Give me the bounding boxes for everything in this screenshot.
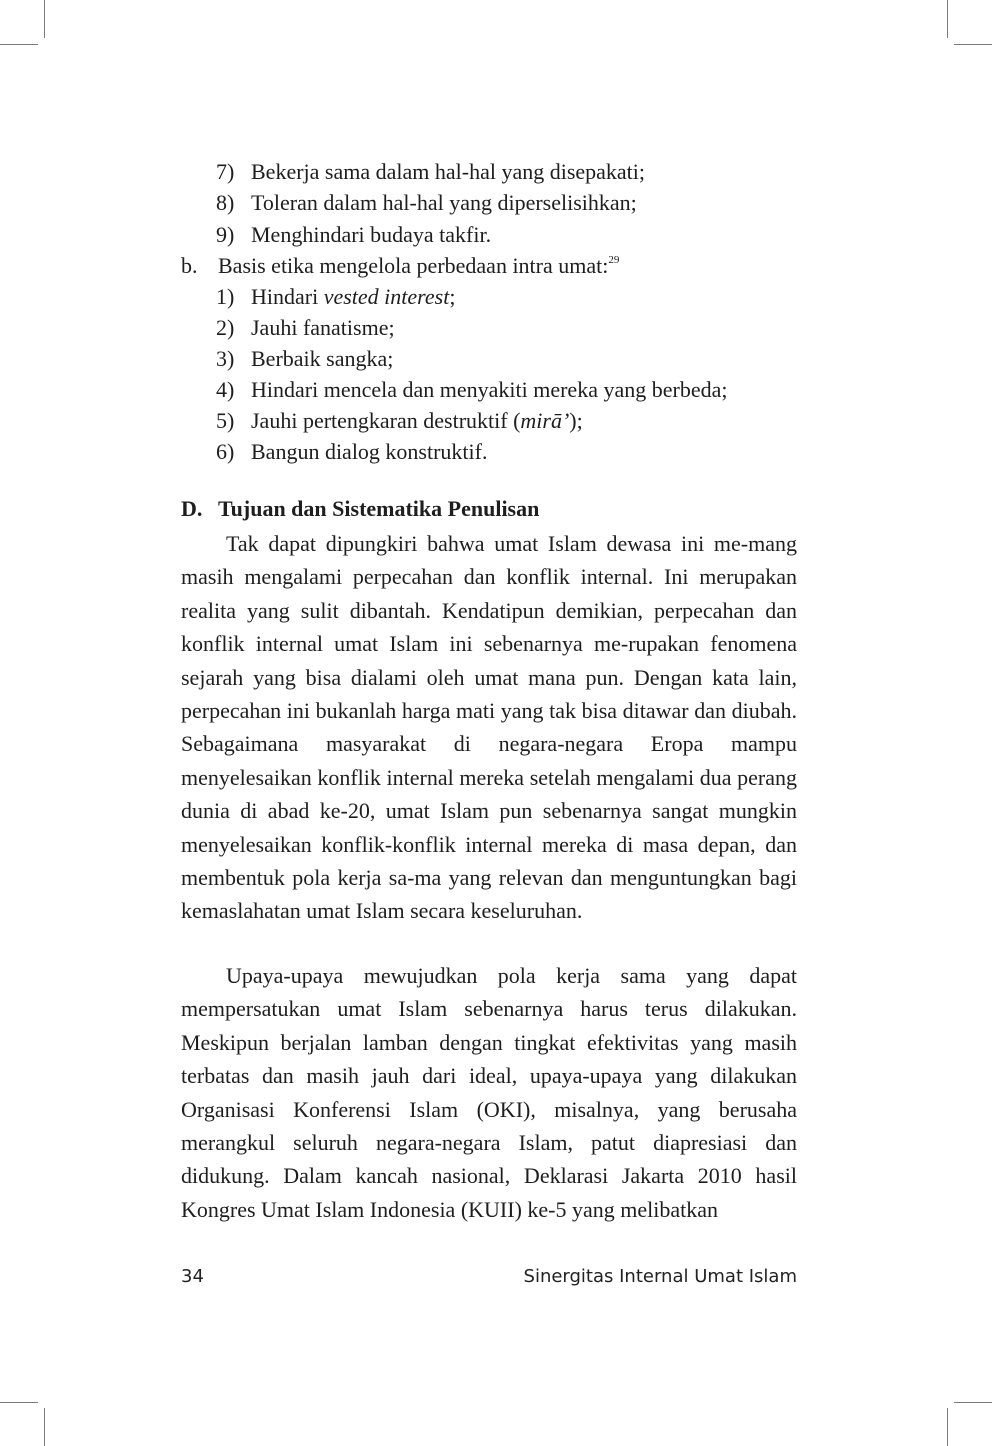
list-text: Menghindari budaya takfir. xyxy=(251,222,492,247)
list-number: 4) xyxy=(216,377,235,402)
footnote-ref: 29 xyxy=(608,254,620,266)
running-title: Sinergitas Internal Umat Islam xyxy=(523,1266,797,1287)
list-number: 1) xyxy=(216,284,235,309)
page-number: 34 xyxy=(181,1266,204,1287)
section-title: Tujuan dan Sistematika Penulisan xyxy=(218,496,540,521)
list-number: 3) xyxy=(216,346,235,371)
list-text: Hindari mencela dan menyakiti mereka yang berbeda; xyxy=(251,377,728,402)
list-number: 7) xyxy=(216,159,235,184)
list-text: Bangun dialog konstruktif. xyxy=(251,439,488,464)
body-paragraph: Upaya-upaya mewujudkan pola kerja sama yang dapat mempersatukan umat Islam sebenarnya harus terus dilakukan. Meskipun berjalan lamban dengan tingkat efektivitas yang masih terbatas dan masih jauh dari ideal, upaya-upaya yang dilakukan Organisasi Konferensi Islam (OKI), misalnya, yang berusaha merangkul seluruh negara-negara Islam, patut diapresiasi dan didukung. Dalam kancah nasional, Deklarasi Jakarta 2010 hasil Kongres Umat Islam Indonesia (KUII) ke-5 yang melibatkan xyxy=(181,963,797,1222)
list-number: 9) xyxy=(216,222,235,247)
list-number: 6) xyxy=(216,439,235,464)
crop-mark xyxy=(0,1402,38,1403)
crop-mark xyxy=(0,44,38,45)
list-text: Jauhi fanatisme; xyxy=(251,315,395,340)
list-number: 2) xyxy=(216,315,235,340)
crop-mark xyxy=(954,44,992,45)
italic-term: mirā’ xyxy=(520,408,570,433)
list-text: Toleran dalam hal-hal yang diperselisihkan; xyxy=(251,190,637,215)
crop-mark xyxy=(954,1402,992,1403)
crop-mark xyxy=(44,1408,45,1446)
list-text: Berbaik sangka; xyxy=(251,346,394,371)
list-text: Basis etika mengelola perbedaan intra umat:$^{29}$ xyxy=(218,253,620,278)
section-label: D. xyxy=(181,496,203,521)
list-text: Hindari vested interest; xyxy=(251,284,456,309)
italic-term: vested interest xyxy=(323,284,450,309)
crop-mark xyxy=(44,0,45,38)
crop-mark xyxy=(947,0,948,38)
list-label: b. xyxy=(181,253,198,278)
body-paragraph: Tak dapat dipungkiri bahwa umat Islam dewasa ini me-mang masih mengalami perpecahan dan konflik internal. Ini merupakan realita yang sulit dibantah. Kendatipun demikian, perpecahan dan konflik internal umat Islam ini sebenarnya me-rupakan fenomena sejarah yang bisa dialami oleh umat mana pun. Dengan kata lain, perpecahan ini bukanlah harga mati yang tak bisa ditawar dan diubah. Sebagaimana masyarakat di negara-negara Eropa mampu menyelesaikan konflik internal mereka setelah mengalami dua perang dunia di abad ke-20, umat Islam pun sebenarnya sangat mungkin menyelesaikan konflik-konflik internal mereka di masa depan, dan membentuk pola kerja sa-ma yang relevan dan menguntungkan bagi kemaslahatan umat Islam secara keseluruhan. xyxy=(181,531,797,924)
list-number: 5) xyxy=(216,408,235,433)
list-number: 8) xyxy=(216,190,235,215)
list-text: Jauhi pertengkaran destruktif (mirā’); xyxy=(251,408,583,433)
crop-mark xyxy=(947,1408,948,1446)
section-heading xyxy=(181,493,540,524)
list-text: Bekerja sama dalam hal-hal yang disepakati; xyxy=(251,159,646,184)
